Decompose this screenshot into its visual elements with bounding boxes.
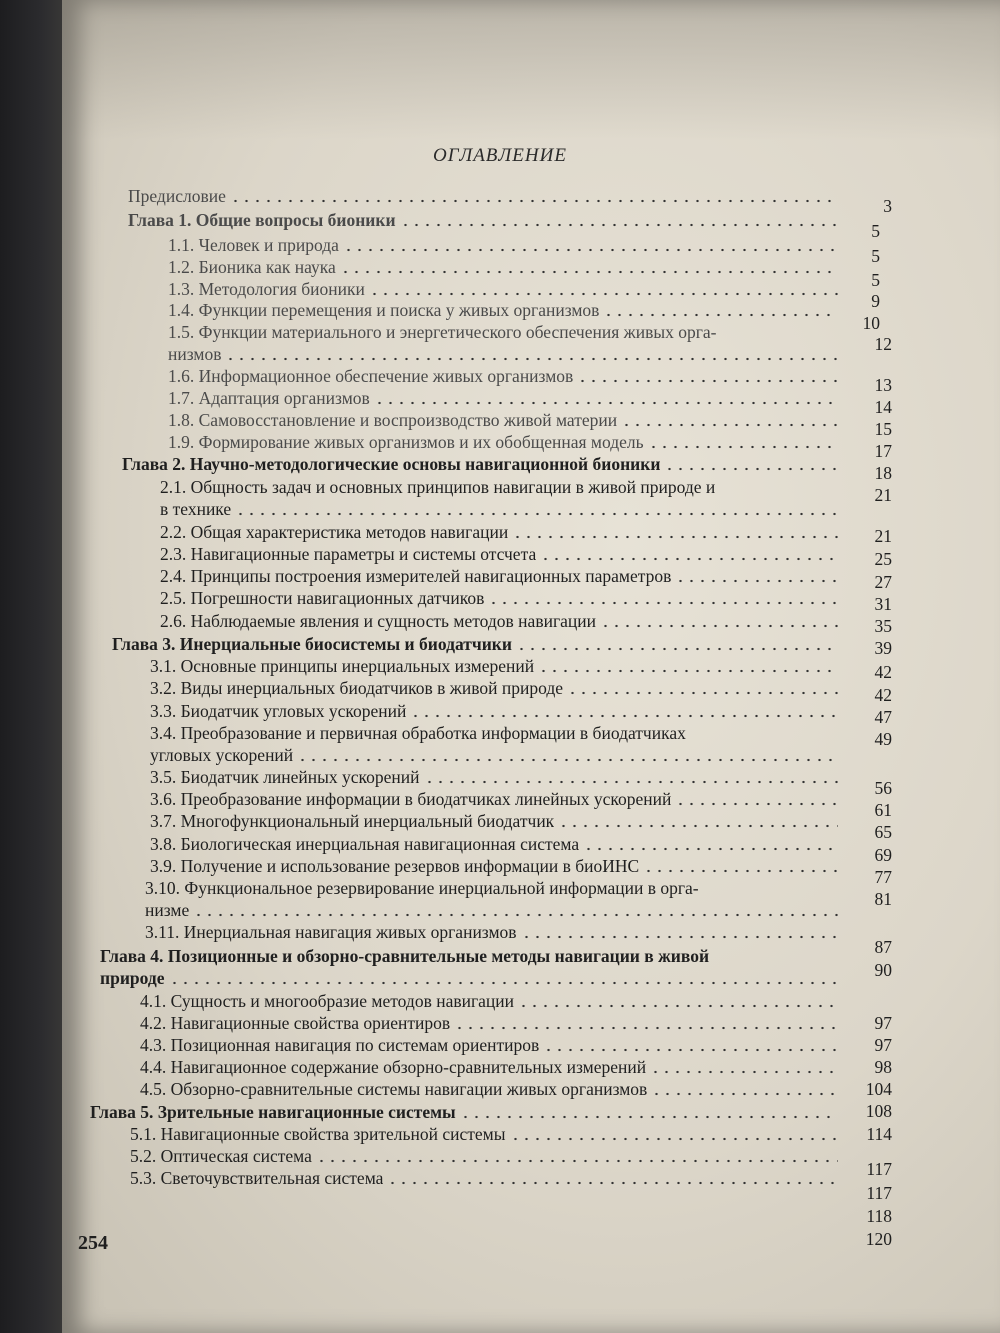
toc-page-number: 39	[874, 638, 892, 658]
toc-section-entry	[168, 409, 842, 431]
toc-entry-title: 3.10. Функциональное резервирование инерциальной информации в орга-	[145, 878, 699, 898]
toc-section-entry	[140, 1012, 842, 1034]
toc-section-entry	[168, 234, 842, 256]
toc-section-entry	[168, 299, 842, 321]
toc-section-entry	[160, 476, 855, 498]
leader-dots	[521, 935, 838, 939]
toc-page-number: 61	[874, 800, 892, 820]
toc-section-entry	[145, 921, 842, 943]
leader-dots	[583, 847, 838, 851]
toc-section-entry	[160, 521, 842, 543]
toc-page-number: 117	[866, 1159, 892, 1179]
leader-dots	[512, 535, 838, 539]
toc-section-entry	[160, 565, 842, 587]
toc-section-entry	[168, 387, 842, 409]
leader-dots	[648, 445, 838, 449]
toc-page-number: 12	[874, 334, 892, 354]
toc-entry-title: Предисловие	[128, 186, 226, 206]
toc-section-entry	[150, 810, 842, 832]
toc-page-number: 5	[871, 270, 880, 290]
toc-page-number: 56	[874, 778, 892, 798]
toc-section-entry	[150, 744, 842, 766]
leader-dots	[600, 624, 838, 628]
toc-entry-title: 2.4. Принципы построения измерителей навигационных параметров	[160, 566, 672, 586]
toc-entry-title: 1.2. Бионика как наука	[168, 257, 336, 277]
leader-dots	[558, 824, 838, 828]
leader-dots	[400, 223, 838, 227]
leader-dots	[424, 780, 838, 784]
leader-dots	[538, 669, 838, 673]
toc-page-number: 104	[865, 1079, 892, 1099]
leader-dots	[387, 1181, 838, 1185]
toc-entry-title: 3.8. Биологическая инерциальная навигационная система	[150, 834, 580, 854]
leader-dots	[460, 1115, 838, 1119]
toc-section-entry	[150, 700, 842, 722]
toc-page-number: 3	[883, 196, 892, 216]
toc-section-entry	[145, 877, 855, 899]
toc-entry-title: 1.6. Информационное обеспечение живых организмов	[168, 366, 574, 386]
toc-entry-title: Глава 3. Инерциальные биосистемы и биодатчики	[112, 634, 512, 654]
toc-page-number: 9	[871, 291, 880, 311]
toc-entry-title: 4.2. Навигационные свойства ориентиров	[140, 1013, 451, 1033]
toc-page-number: 5	[871, 246, 880, 266]
toc-page-number: 108	[865, 1101, 892, 1121]
leader-dots	[410, 714, 838, 718]
toc-page-number: 98	[874, 1057, 892, 1077]
toc-section-entry	[140, 1056, 842, 1078]
toc-section-entry	[140, 1078, 842, 1100]
toc-page-number: 117	[866, 1183, 892, 1203]
toc-section-entry	[150, 855, 842, 877]
toc-chapter-entry	[100, 945, 855, 967]
leader-dots	[577, 379, 838, 383]
leader-dots	[230, 199, 838, 203]
leader-dots	[343, 248, 838, 252]
toc-section-entry	[150, 788, 842, 810]
leader-dots	[297, 758, 838, 762]
toc-page-number: 10	[862, 313, 880, 333]
toc-page-number: 5	[871, 221, 880, 241]
leader-dots	[540, 557, 838, 561]
toc-entry-title: природе	[100, 968, 165, 988]
toc-entry-title: в технике	[160, 499, 232, 519]
toc-entry-title: 1.5. Функции материального и энергетического обеспечения живых орга-	[168, 322, 717, 342]
toc-entry-title: 3.1. Основные принципы инерциальных измерений	[150, 656, 535, 676]
leader-dots	[664, 467, 838, 471]
toc-entry-title: 3.9. Получение и использование резервов информации в биоИНС	[150, 856, 640, 876]
toc-entry-title: 3.2. Виды инерциальных биодатчиков в живой природе	[150, 678, 563, 698]
toc-entry-title: низме	[145, 900, 190, 920]
toc-page-number: 77	[874, 867, 892, 887]
toc-section-entry	[150, 833, 842, 855]
toc-entry-title: 5.2. Оптическая система	[130, 1146, 312, 1166]
leader-dots	[454, 1026, 838, 1030]
toc-section-entry	[168, 256, 842, 278]
toc-page-number: 65	[874, 822, 892, 842]
toc-page-number: 42	[874, 685, 892, 705]
leader-dots	[650, 1070, 838, 1074]
toc-section-entry	[168, 278, 842, 300]
toc-section-entry	[168, 431, 842, 453]
toc-section-entry	[130, 1145, 842, 1167]
toc-page-number: 15	[874, 419, 892, 439]
toc-page-number: 81	[874, 889, 892, 909]
leader-dots	[316, 1159, 838, 1163]
toc-page-number: 13	[874, 375, 892, 395]
toc-section-entry	[168, 365, 842, 387]
leader-dots	[651, 1092, 838, 1096]
toc-entry-title: Глава 5. Зрительные навигационные системы	[90, 1102, 456, 1122]
toc-chapter-entry	[112, 633, 842, 655]
leader-dots	[621, 423, 838, 427]
leader-dots	[603, 313, 838, 317]
toc-page-number: 118	[866, 1206, 892, 1226]
toc-entry-title: 1.3. Методология бионики	[168, 279, 365, 299]
toc-entry-title: 5.1. Навигационные свойства зрительной системы	[130, 1124, 506, 1144]
toc-section-entry	[130, 1123, 842, 1145]
toc-section-entry	[160, 543, 842, 565]
toc-entry-title: 2.2. Общая характеристика методов навигации	[160, 522, 509, 542]
leader-dots	[543, 1048, 838, 1052]
toc-page-number: 18	[874, 463, 892, 483]
toc-entry-title: 3.6. Преобразование информации в биодатчиках линейных ускорений	[150, 789, 672, 809]
toc-entry-title: 3.3. Биодатчик угловых ускорений	[150, 701, 407, 721]
toc-chapter-entry	[128, 185, 842, 207]
toc-page-number: 97	[874, 1013, 892, 1033]
toc-page-number: 87	[874, 937, 892, 957]
leader-dots	[518, 1004, 838, 1008]
toc-entry-title: 3.4. Преобразование и первичная обработка информации в биодатчиках	[150, 723, 686, 743]
toc-page-number: 21	[874, 485, 892, 505]
toc-entry-title: Глава 1. Общие вопросы бионики	[128, 210, 396, 230]
toc-chapter-entry	[100, 967, 842, 989]
toc-section-entry	[150, 677, 842, 699]
leader-dots	[225, 357, 838, 361]
leader-dots	[567, 691, 838, 695]
toc-section-entry	[140, 1034, 842, 1056]
toc-page-number: 90	[874, 960, 892, 980]
leader-dots	[488, 601, 838, 605]
toc-page-number: 21	[874, 526, 892, 546]
toc-entry-title: 3.11. Инерциальная навигация живых организмов	[145, 922, 517, 942]
toc-section-entry	[130, 1167, 842, 1189]
toc-page-number: 17	[874, 441, 892, 461]
toc-section-entry	[168, 321, 855, 343]
toc-entry-title: 1.4. Функции перемещения и поиска у живых организмов	[168, 300, 600, 320]
toc-page-number: 49	[874, 729, 892, 749]
toc-entry-title: Глава 4. Позиционные и обзорно-сравнительные методы навигации в живой	[100, 946, 710, 966]
leader-dots	[340, 270, 838, 274]
toc-entry-title: 2.5. Погрешности навигационных датчиков	[160, 588, 485, 608]
toc-entry-title: 1.1. Человек и природа	[168, 235, 339, 255]
leader-dots	[510, 1137, 839, 1141]
toc-section-entry	[160, 498, 842, 520]
toc-entry-title: 4.5. Обзорно-сравнительные системы навигации живых организмов	[140, 1079, 648, 1099]
toc-entry-title: угловых ускорений	[150, 745, 294, 765]
toc-entry-title: 4.4. Навигационное содержание обзорно-сравнительных измерений	[140, 1057, 647, 1077]
toc-entry-title: 1.9. Формирование живых организмов и их обобщенная модель	[168, 432, 644, 452]
leader-dots	[643, 869, 838, 873]
toc-entry-title: 2.6. Наблюдаемые явления и сущность методов навигации	[160, 611, 596, 631]
toc-entry-title: 1.7. Адаптация организмов	[168, 388, 370, 408]
toc-entry-title: 2.3. Навигационные параметры и системы отсчета	[160, 544, 537, 564]
toc-section-entry	[145, 899, 842, 921]
toc-page-number: 25	[874, 549, 892, 569]
page-title: ОГЛАВЛЕНИЕ	[433, 145, 567, 166]
leader-dots	[369, 292, 838, 296]
toc-section-entry	[168, 343, 842, 365]
toc-section-entry	[150, 655, 842, 677]
toc-entry-title: 3.7. Многофункциональный инерциальный биодатчик	[150, 811, 555, 831]
toc-chapter-entry	[128, 209, 842, 231]
toc-section-entry	[150, 722, 855, 744]
toc-section-entry	[160, 610, 842, 632]
leader-dots	[169, 981, 839, 985]
toc-entry-title: 3.5. Биодатчик линейных ускорений	[150, 767, 420, 787]
toc-entry-title: 1.8. Самовосстановление и воспроизводство живой материи	[168, 410, 618, 430]
toc-page-number: 114	[866, 1124, 892, 1144]
toc-page-number: 47	[874, 707, 892, 727]
toc-entry-title: 4.3. Позиционная навигация по системам ориентиров	[140, 1035, 540, 1055]
toc-page-number: 31	[874, 594, 892, 614]
leader-dots	[516, 647, 838, 651]
toc-section-entry	[140, 990, 842, 1012]
toc-entry-title: Глава 2. Научно-методологические основы навигационной бионики	[122, 454, 661, 474]
leader-dots	[675, 802, 838, 806]
toc-entry-title: 4.1. Сущность и многообразие методов навигации	[140, 991, 515, 1011]
toc-page-number: 35	[874, 616, 892, 636]
toc-chapter-entry	[122, 453, 842, 475]
toc-page-number: 42	[874, 662, 892, 682]
toc-page-number: 27	[874, 572, 892, 592]
toc-page-number: 97	[874, 1035, 892, 1055]
toc-entry-title: 2.1. Общность задач и основных принципов навигации в живой природе и	[160, 477, 716, 497]
toc-section-entry	[160, 587, 842, 609]
toc-page-number: 14	[874, 397, 892, 417]
page-folio-number: 254	[78, 1232, 108, 1254]
leader-dots	[675, 579, 838, 583]
leader-dots	[374, 401, 838, 405]
toc-chapter-entry	[90, 1101, 842, 1123]
leader-dots	[235, 512, 838, 516]
toc-entry-title: низмов	[168, 344, 222, 364]
toc-page-number: 69	[874, 845, 892, 865]
leader-dots	[193, 913, 838, 917]
toc-section-entry	[150, 766, 842, 788]
toc-page-number: 120	[865, 1229, 892, 1249]
toc-entry-title: 5.3. Светочувствительная система	[130, 1168, 384, 1188]
